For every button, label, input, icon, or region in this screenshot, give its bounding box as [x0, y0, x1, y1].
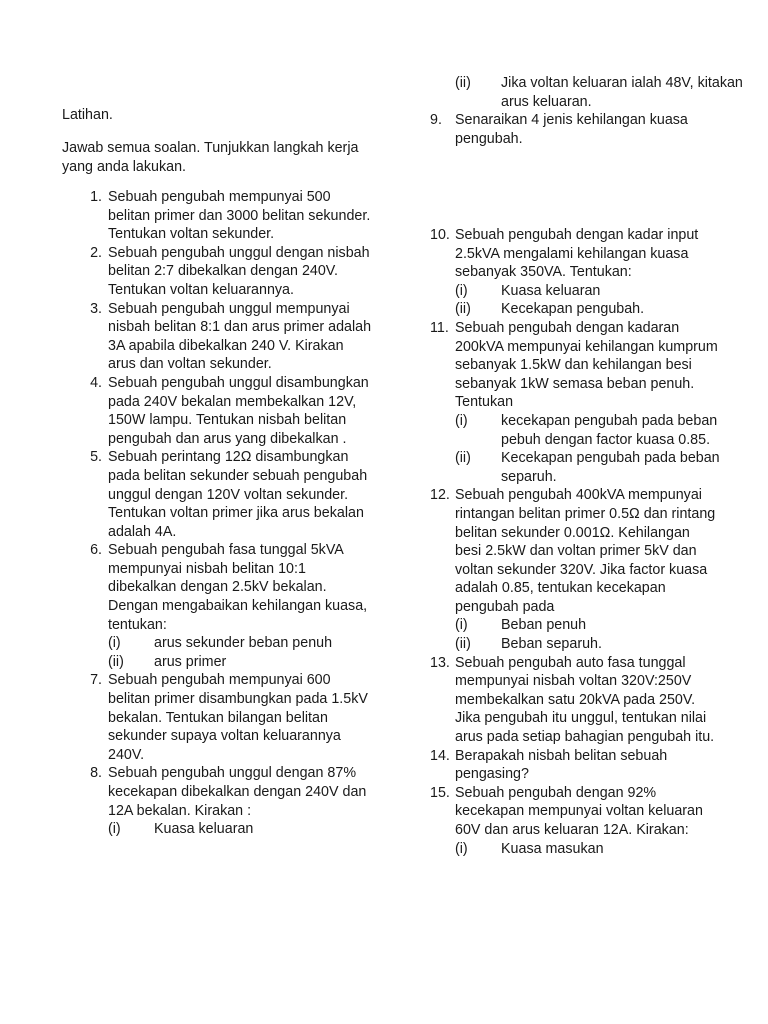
question-list-right: [430, 226, 720, 858]
sub-question-number: (i): [108, 821, 121, 838]
sub-question-number: (i): [455, 840, 468, 857]
question-number: 15.: [430, 784, 450, 801]
question-number: 2.: [90, 244, 102, 261]
question-15: [430, 784, 720, 858]
question-number: 8.: [90, 765, 102, 782]
question-5: [62, 448, 372, 541]
sub-question: [108, 634, 372, 653]
question-number: 4.: [90, 374, 102, 391]
question-text: Sebuah pengubah mempunyai 600 belitan primer disambungkan pada 1.5kV bekalan. Tentukan bilangan belitan sekunder supaya voltan keluarannya 240V.: [108, 672, 368, 763]
question-number: 12.: [430, 487, 450, 504]
sub-question: [455, 300, 720, 319]
question-text: Sebuah pengubah unggul dengan nisbah belitan 2:7 dibekalkan dengan 240V. Tentukan voltan keluarannya.: [108, 244, 370, 298]
question-text: Sebuah perintang 12Ω disambungkan pada belitan sekunder sebuah pengubah unggul dengan 120V voltan sekunder. Tentukan voltan primer jika arus bekalan adalah 4A.: [108, 449, 368, 540]
question-text: Sebuah pengubah 400kVA mempunyai rintangan belitan primer 0.5Ω dan rintang belitan sekunder 0.001Ω. Kehilangan besi 2.5kW dan voltan primer 5kV dan voltan sekunder 320V. Jika factor kuasa adalah 0.85, tentukan kecekapan pengubah pada: [455, 487, 716, 615]
sub-question-number: (ii): [455, 636, 471, 653]
question-3: [62, 300, 372, 374]
question-number: 14.: [430, 747, 450, 764]
question-7: [62, 671, 372, 764]
sub-question-text: Jika voltan keluaran ialah 48V, kitakan arus keluaran.: [501, 75, 743, 110]
question-number: 1.: [90, 189, 102, 205]
sub-question-text: arus sekunder beban penuh: [154, 635, 333, 652]
question-text: Sebuah pengubah fasa tunggal 5kVA mempunyai nisbah belitan 10:1 dibekalkan dengan 2.5kV bekalan. Dengan mengabaikan kehilangan kuasa, tentukan:: [108, 542, 368, 633]
question-number: 6.: [90, 542, 102, 559]
sub-question-text: Beban separuh.: [501, 636, 602, 653]
question-4: [62, 374, 372, 448]
question-text: Sebuah pengubah mempunyai 500 belitan primer dan 3000 belitan sekunder. Tentukan voltan sekunder.: [108, 189, 371, 243]
instructions: Jawab semua soalan. Tunjukkan langkah kerja yang anda lakukan.: [62, 140, 359, 175]
sub-question-number: (ii): [455, 301, 471, 318]
sub-question: [108, 820, 372, 839]
question-10: [430, 226, 720, 319]
sub-question: [455, 616, 720, 635]
question-9: [430, 111, 735, 148]
sub-question-continued: [455, 74, 768, 111]
sub-question-text: Kuasa keluaran: [501, 282, 601, 299]
sub-question-number: (ii): [455, 450, 471, 467]
question-6: [62, 541, 372, 671]
sub-question-text: kecekapan pengubah pada beban pebuh dengan factor kuasa 0.85.: [501, 412, 718, 448]
question-text: Sebuah pengubah dengan 92% kecekapan mempunyai voltan keluaran 60V dan arus keluaran 12A. Kirakan:: [455, 784, 703, 838]
question-13: [430, 654, 720, 747]
sub-question-number: (ii): [108, 653, 124, 670]
sub-question: [455, 449, 720, 486]
question-text: Sebuah pengubah unggul dengan 87% kecekapan dibekalkan dengan 240V dan 12A bekalan. Kirakan :: [108, 765, 367, 819]
sub-question-text: Kuasa keluaran: [154, 821, 254, 838]
question-text: Sebuah pengubah unggul disambungkan pada 240V bekalan membekalkan 12V, 150W lampu. Tentukan nisbah belitan pengubah dan arus yang dibekalkan .: [108, 374, 369, 447]
question-8: [62, 764, 372, 838]
question-14: [430, 747, 720, 784]
sub-question-number: (ii): [455, 75, 471, 91]
sub-question: [455, 412, 720, 449]
sub-question-text: Beban penuh: [501, 617, 587, 634]
sub-question-text: Kecekapan pengubah pada beban separuh.: [501, 450, 720, 485]
sub-question-number: (i): [108, 635, 121, 652]
question-number: 3.: [90, 300, 102, 317]
page-title: Latihan.: [62, 107, 113, 123]
question-text: Berapakah nisbah belitan sebuah pengasing?: [455, 747, 668, 783]
question-text: Sebuah pengubah unggul mempunyai nisbah belitan 8:1 dan arus primer adalah 3A apabila dibekalkan 240 V. Kirakan arus dan voltan sekunder.: [108, 300, 372, 373]
question-number: 13.: [430, 654, 450, 671]
question-list-left: [62, 188, 372, 839]
sub-question-text: Kuasa masukan: [501, 840, 604, 857]
sub-question: [455, 840, 720, 859]
question-1: [62, 188, 372, 244]
sub-question-number: (i): [455, 282, 468, 299]
question-number: 7.: [90, 672, 102, 689]
question-text: Senaraikan 4 jenis kehilangan kuasa pengubah.: [455, 112, 688, 147]
sub-question: [455, 282, 720, 301]
question-number: 11.: [430, 319, 449, 336]
question-text: Sebuah pengubah dengan kadar input 2.5kVA mengalami kehilangan kuasa sebanyak 350VA. Tentukan:: [455, 227, 699, 281]
question-12: [430, 486, 720, 653]
sub-question: [108, 653, 372, 672]
question-number: 10.: [430, 227, 450, 243]
question-text: Sebuah pengubah auto fasa tunggal mempunyai nisbah voltan 320V:250V membekalkan satu 20kVA pada 250V. Jika pengubah itu unggul, tentukan nilai arus pada setiap bahagian pengubah itu.: [455, 654, 715, 746]
sub-question-text: Kecekapan pengubah.: [501, 301, 645, 318]
question-2: [62, 244, 372, 300]
question-number: 9.: [430, 112, 442, 128]
question-11: [430, 319, 720, 486]
question-number: 5.: [90, 449, 102, 466]
sub-question-number: (i): [455, 412, 468, 429]
sub-question-text: arus primer: [154, 653, 227, 670]
sub-question: [455, 635, 720, 654]
sub-question-number: (i): [455, 617, 468, 634]
question-text: Sebuah pengubah dengan kadaran 200kVA mempunyai kehilangan kumprum sebanyak 1.5kW dan kehilangan besi sebanyak 1kW semasa beban penuh. Tentukan: [455, 319, 718, 411]
